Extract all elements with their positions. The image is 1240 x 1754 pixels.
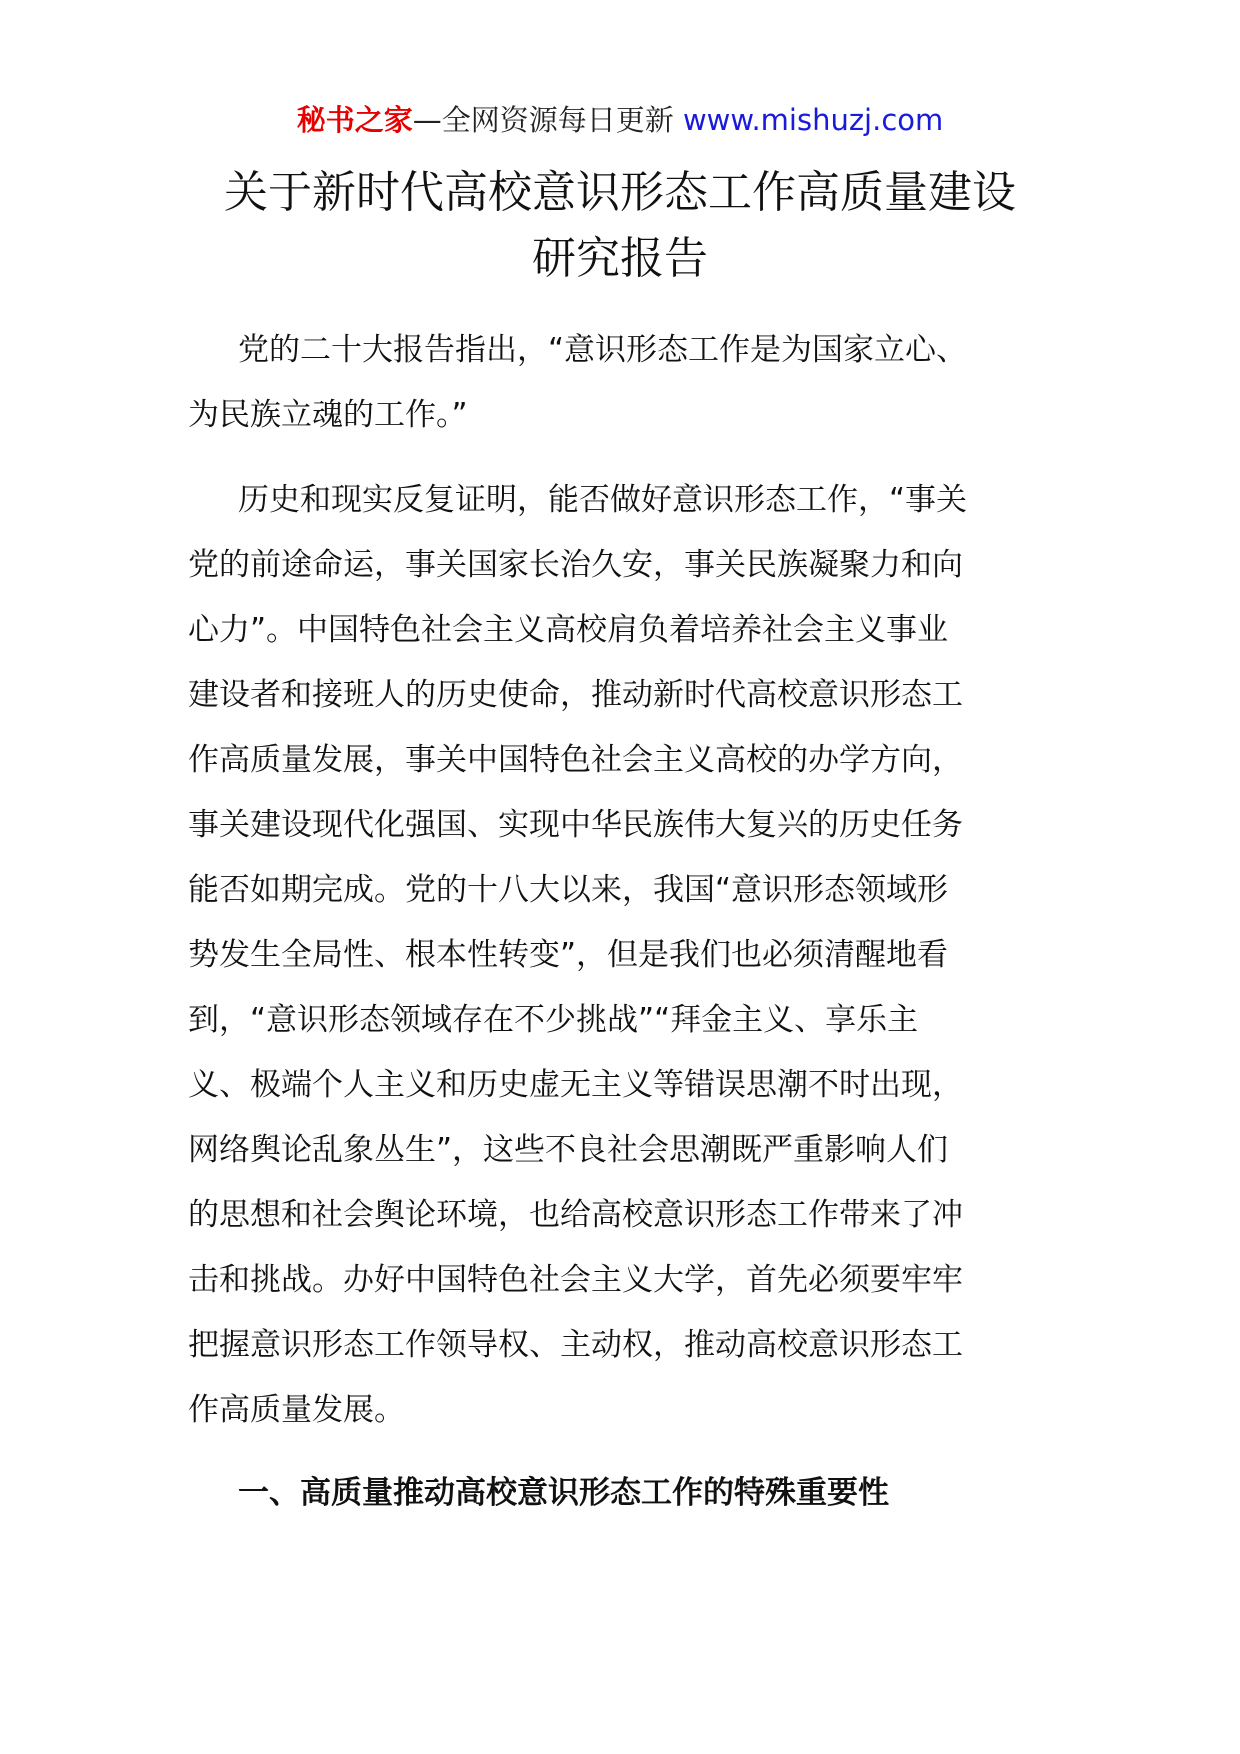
paragraph-line: 义、极端个人主义和历史虚无主义等错误思潮不时出现， bbox=[188, 1067, 963, 1103]
paragraph-line: 作高质量发展，事关中国特色社会主义高校的办学方向， bbox=[188, 742, 963, 778]
paragraph-line: 势发生全局性、根本性转变”，但是我们也必须清醒地看 bbox=[188, 937, 949, 973]
paragraph-line: 建设者和接班人的历史使命，推动新时代高校意识形态工 bbox=[188, 677, 963, 713]
paragraph-line: 事关建设现代化强国、实现中华民族伟大复兴的历史任务 bbox=[188, 807, 963, 843]
paragraph-2 bbox=[188, 468, 1054, 1443]
document-body bbox=[188, 318, 1054, 1523]
brand-name: 秘书之家 bbox=[296, 103, 413, 137]
paragraph-line: 党的二十大报告指出，“意识形态工作是为国家立心、 bbox=[238, 332, 968, 368]
site-url-link[interactable]: www.mishuzj.com bbox=[682, 103, 944, 137]
paragraph-line: 到，“意识形态领域存在不少挑战”“拜金主义、享乐主 bbox=[188, 1002, 919, 1038]
paragraph-line: 的思想和社会舆论环境，也给高校意识形态工作带来了冲 bbox=[188, 1197, 963, 1233]
site-header bbox=[0, 100, 1240, 140]
paragraph-line: 为民族立魂的工作。” bbox=[188, 397, 468, 433]
document-title bbox=[150, 160, 1090, 292]
paragraph-line: 心力”。中国特色社会主义高校肩负着培养社会主义事业 bbox=[188, 612, 949, 648]
title-line-2: 研究报告 bbox=[532, 233, 708, 284]
section-heading: 一、高质量推动高校意识形态工作的特殊重要性 bbox=[238, 1475, 889, 1511]
header-tagline: —全网资源每日更新 bbox=[412, 103, 674, 137]
paragraph-line: 历史和现实反复证明，能否做好意识形态工作，“事关 bbox=[238, 482, 968, 518]
paragraph-line: 党的前途命运，事关国家长治久安，事关民族凝聚力和向 bbox=[188, 547, 963, 583]
paragraph-line: 网络舆论乱象丛生”，这些不良社会思潮既严重影响人们 bbox=[188, 1132, 949, 1168]
paragraph-line: 把握意识形态工作领导权、主动权，推动高校意识形态工 bbox=[188, 1327, 963, 1363]
paragraph-line: 能否如期完成。党的十八大以来，我国“意识形态领域形 bbox=[188, 872, 949, 908]
paragraph-line: 作高质量发展。 bbox=[188, 1392, 405, 1428]
paragraph-1 bbox=[188, 318, 1054, 448]
title-line-1: 关于新时代高校意识形态工作高质量建设 bbox=[224, 167, 1016, 218]
paragraph-line: 击和挑战。办好中国特色社会主义大学，首先必须要牢牢 bbox=[188, 1262, 963, 1298]
